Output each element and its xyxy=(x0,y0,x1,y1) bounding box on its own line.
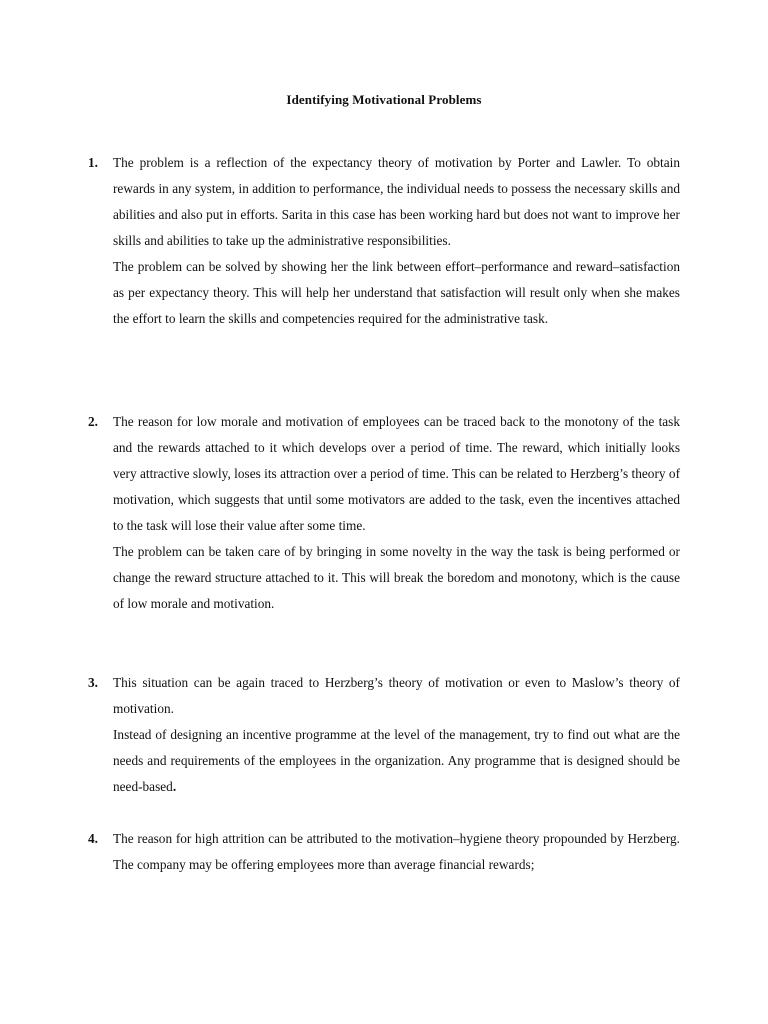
paragraph-text: Instead of designing an incentive programme at the level of the management, try to find out what are the needs and requirements of the employees in the organization. Any programme that is designed should be need-based xyxy=(113,727,680,794)
list-item xyxy=(88,670,680,800)
paragraph xyxy=(113,722,680,800)
document-title: Identifying Motivational Problems xyxy=(286,92,482,107)
item-body xyxy=(113,826,680,878)
bold-period: . xyxy=(172,779,177,794)
item-body xyxy=(113,670,680,800)
list-item xyxy=(88,409,680,617)
paragraph: The problem can be solved by showing her the link between effort–performance and reward–satisfaction as per expectancy theory. This will help her understand that satisfaction will result only when she makes the effort to learn the skills and competencies required for the administrative task. xyxy=(113,259,680,326)
item-number: 4. xyxy=(88,831,98,846)
item-number: 1. xyxy=(88,155,98,170)
item-body xyxy=(113,409,680,617)
list-item xyxy=(88,150,680,332)
paragraph: This situation can be again traced to Herzberg’s theory of motivation or even to Maslow’s theory of motivation. xyxy=(113,675,680,716)
list-item xyxy=(88,826,680,878)
paragraph: The problem can be taken care of by bringing in some novelty in the way the task is being performed or change the reward structure attached to it. This will break the boredom and monotony, which is the cause of low morale and motivation. xyxy=(113,544,680,611)
item-number: 2. xyxy=(88,414,98,429)
paragraph: The reason for low morale and motivation of employees can be traced back to the monotony of the task and the rewards attached to it which develops over a period of time. The reward, which initially looks very attractive slowly, loses its attraction over a period of time. This can be related to Herzberg’s theory of motivation, which suggests that until some motivators are added to the task, even the incentives attached to the task will lose their value after some time. xyxy=(113,414,680,533)
item-body xyxy=(113,150,680,332)
paragraph: The reason for high attrition can be attributed to the motivation–hygiene theory propounded by Herzberg. The company may be offering employees more than average financial rewards; xyxy=(113,831,680,872)
paragraph: The problem is a reflection of the expectancy theory of motivation by Porter and Lawler. To obtain rewards in any system, in addition to performance, the individual needs to possess the necessary skills and abilities and also put in efforts. Sarita in this case has been working hard but does not want to improve her skills and abilities to take up the administrative responsibilities. xyxy=(113,155,680,248)
item-number: 3. xyxy=(88,675,98,690)
